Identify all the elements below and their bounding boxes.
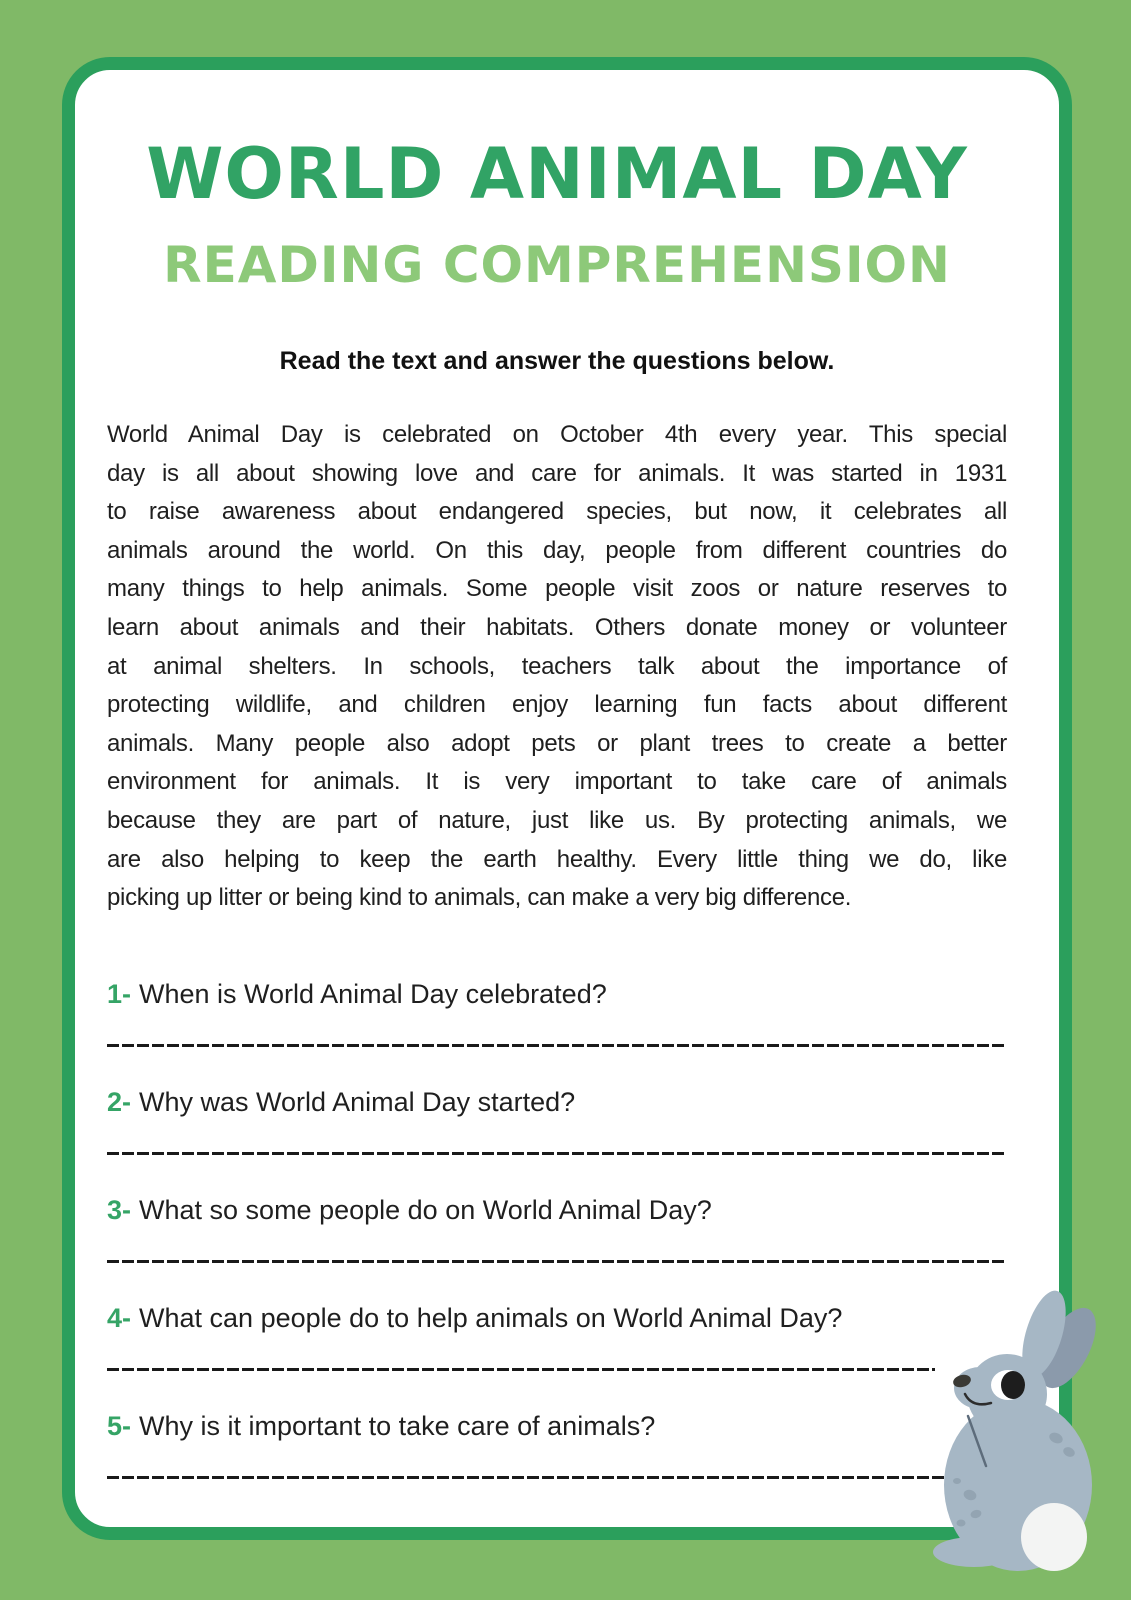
worksheet-content (107, 70, 1007, 1517)
question-block-4 (107, 1301, 1007, 1371)
rabbit-foot (933, 1537, 1015, 1567)
question-number: 4- (107, 1302, 132, 1333)
passage-line: because they are part of nature, just like us. By protecting animals, we (107, 806, 1007, 834)
question-label: Why is it important to take care of animals? (139, 1410, 656, 1441)
question-label: When is World Animal Day celebrated? (139, 978, 607, 1009)
passage-line: many things to help animals. Some people visit zoos or nature reserves to (107, 575, 1007, 603)
passage-line: to raise awareness about endangered species, but now, it celebrates all (107, 498, 1007, 526)
question-label: What can people do to help animals on World Animal Day? (139, 1302, 843, 1333)
question-number: 2- (107, 1086, 132, 1117)
rabbit-illustration (898, 1256, 1098, 1576)
answer-line-5[interactable] (107, 1476, 944, 1479)
rabbit-belly-patch (1021, 1503, 1087, 1571)
passage-line: at animal shelters. In schools, teachers talk about the importance of (107, 652, 1007, 680)
question-text (107, 977, 1007, 1011)
question-block-1 (107, 977, 1007, 1047)
page-subtitle: READING COMPREHENSION (163, 236, 951, 294)
question-block-2 (107, 1085, 1007, 1155)
instruction-text: Read the text and answer the questions below. (279, 347, 835, 375)
question-text (107, 1085, 1007, 1119)
question-number: 3- (107, 1194, 132, 1225)
passage-line: picking up litter or being kind to animals, can make a very big difference. (107, 884, 852, 912)
reading-passage (107, 416, 1007, 918)
question-label: What so some people do on World Animal Day? (139, 1194, 712, 1225)
question-block-3 (107, 1193, 1007, 1263)
passage-line: environment for animals. It is very important to take care of animals (107, 768, 1007, 796)
question-text (107, 1193, 1007, 1227)
question-number: 1- (107, 978, 132, 1009)
passage-line: are also helping to keep the earth healthy. Every little thing we do, like (107, 845, 1007, 873)
passage-line: World Animal Day is celebrated on October 4th every year. This special (107, 421, 1007, 448)
passage-line: protecting wildlife, and children enjoy learning fun facts about different (107, 691, 1007, 719)
passage-line: day is all about showing love and care for animals. It was started in 1931 (107, 459, 1007, 487)
question-number: 5- (107, 1410, 132, 1441)
passage-line: animals. Many people also adopt pets or plant trees to create a better (107, 729, 1007, 757)
page-title: WORLD ANIMAL DAY (146, 133, 968, 215)
answer-line-1[interactable] (107, 1044, 1007, 1047)
passage-line: learn about animals and their habitats. Others donate money or volunteer (107, 613, 1007, 641)
question-text (107, 1301, 1007, 1335)
question-label: Why was World Animal Day started? (139, 1086, 576, 1117)
questions-list (107, 977, 1007, 1479)
question-text (107, 1409, 1007, 1443)
question-block-5 (107, 1409, 1007, 1479)
answer-line-2[interactable] (107, 1152, 1007, 1155)
answer-line-3[interactable] (107, 1260, 1007, 1263)
passage-line: animals around the world. On this day, people from different countries do (107, 536, 1007, 564)
answer-line-4[interactable] (107, 1368, 935, 1371)
rabbit-eye-pupil (1001, 1371, 1025, 1399)
